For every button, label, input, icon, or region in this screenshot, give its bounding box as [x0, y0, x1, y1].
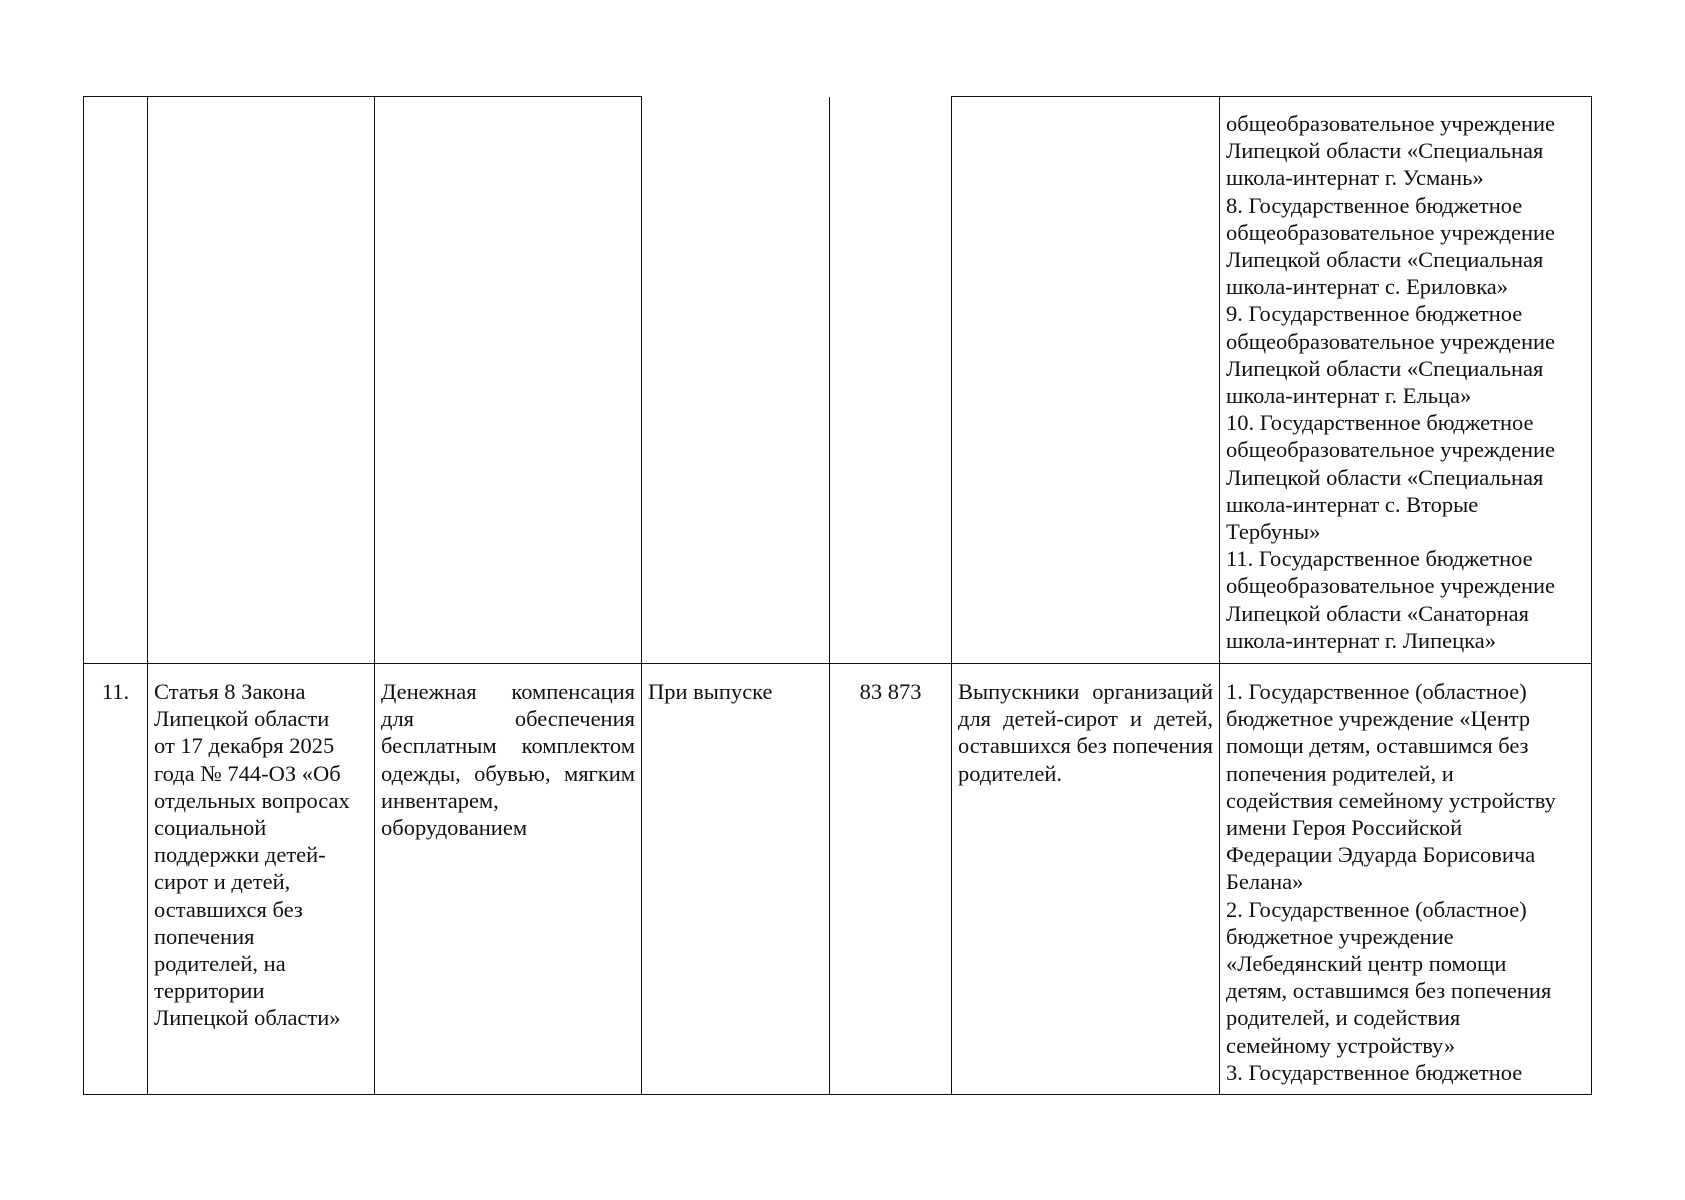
law-line: от 17 декабря 2025 — [154, 733, 335, 759]
institution-line: Федерации Эдуарда Борисовича — [1226, 842, 1536, 868]
cell-amount: 83 873 — [830, 664, 952, 1095]
cell-law-empty — [148, 97, 375, 664]
cell-institutions-continued — [1220, 97, 1592, 664]
institution-line: Липецкой области «Санаторная — [1226, 600, 1530, 626]
institution-line: 3. Государственное бюджетное — [1226, 1059, 1523, 1085]
law-line: Липецкой области» — [154, 1005, 341, 1031]
institution-line: школа-интернат г. Усмань» — [1226, 165, 1484, 191]
institution-line: 10. Государственное бюджетное — [1226, 410, 1534, 436]
institution-line: школа-интернат г. Ельца» — [1226, 383, 1472, 409]
institution-line: имени Героя Российской — [1226, 815, 1463, 841]
law-line: Статья 8 Закона — [154, 679, 306, 704]
law-line: социальной — [154, 815, 267, 841]
cell-payment-period: При выпуске — [642, 664, 830, 1095]
law-line: года № 744-ОЗ «Об — [154, 760, 341, 786]
institution-line: 8. Государственное бюджетное — [1226, 192, 1523, 218]
cell-amount-empty — [830, 97, 952, 664]
institution-line: общеобразовательное учреждение — [1226, 219, 1556, 245]
institution-line: содействия семейному устройству — [1226, 787, 1556, 813]
institution-line: общеобразовательное учреждение — [1226, 437, 1556, 463]
cell-law-reference — [148, 664, 375, 1095]
institution-line: школа-интернат г. Липецка» — [1226, 627, 1496, 653]
institution-line: «Лебедянский центр помощи — [1226, 951, 1507, 977]
institution-line: общеобразовательное учреждение — [1226, 573, 1556, 599]
institution-line: школа-интернат с. Ериловка» — [1226, 274, 1509, 300]
institution-line: 11. Государственное бюджетное — [1226, 546, 1533, 572]
institution-line: Липецкой области «Специальная — [1226, 138, 1544, 164]
law-line: попечения — [154, 923, 255, 949]
institution-line: Липецкой области «Специальная — [1226, 355, 1544, 381]
cell-recipients-empty — [952, 97, 1220, 664]
cell-support-measure: Денежная компенсация для обеспечения бесплатным комплектом одежды, обувью, мягким инвентарем, оборудованием — [375, 664, 642, 1095]
cell-recipients: Выпускники организаций для детей-сирот и детей, оставшихся без попечения родителей. — [952, 664, 1220, 1095]
institution-line: Липецкой области «Специальная — [1226, 247, 1544, 273]
institution-line: 2. Государственное (областное) — [1226, 896, 1527, 922]
benefits-table — [83, 96, 1592, 1095]
table-row-11 — [84, 664, 1592, 1095]
cell-number-empty — [84, 97, 148, 664]
institution-line: родителей, и содействия — [1226, 1005, 1461, 1031]
law-line: оставшихся без — [154, 896, 303, 922]
institution-line: общеобразовательное учреждение — [1226, 111, 1556, 136]
law-line: поддержки детей- — [154, 842, 326, 868]
institution-line: детям, оставшимся без попечения — [1226, 978, 1552, 1004]
cell-row-number: 11. — [84, 664, 148, 1095]
law-line: территории — [154, 978, 265, 1004]
cell-measure-empty — [375, 97, 642, 664]
institution-line: помощи детям, оставшимся без — [1226, 733, 1529, 759]
institution-line: 9. Государственное бюджетное — [1226, 301, 1523, 327]
institution-line: общеобразовательное учреждение — [1226, 328, 1556, 354]
cell-period-empty — [642, 97, 830, 664]
law-line: отдельных вопросах — [154, 787, 350, 813]
institution-line: Липецкой области «Специальная — [1226, 464, 1544, 490]
law-line: родителей, на — [154, 951, 286, 977]
cell-institutions — [1220, 664, 1592, 1095]
institution-line: школа-интернат с. Вторые — [1226, 491, 1479, 517]
institution-line: бюджетное учреждение — [1226, 923, 1454, 949]
institution-line: Белана» — [1226, 869, 1304, 895]
table-row-continued — [84, 97, 1592, 664]
law-line: Липецкой области — [154, 706, 330, 732]
institution-line: бюджетное учреждение «Центр — [1226, 706, 1531, 732]
institution-line: попечения родителей, и — [1226, 760, 1454, 786]
institution-line: Тербуны» — [1226, 519, 1321, 545]
institution-line: 1. Государственное (областное) — [1226, 679, 1527, 704]
law-line: сирот и детей, — [154, 869, 291, 895]
institution-line: семейному устройству» — [1226, 1032, 1456, 1058]
